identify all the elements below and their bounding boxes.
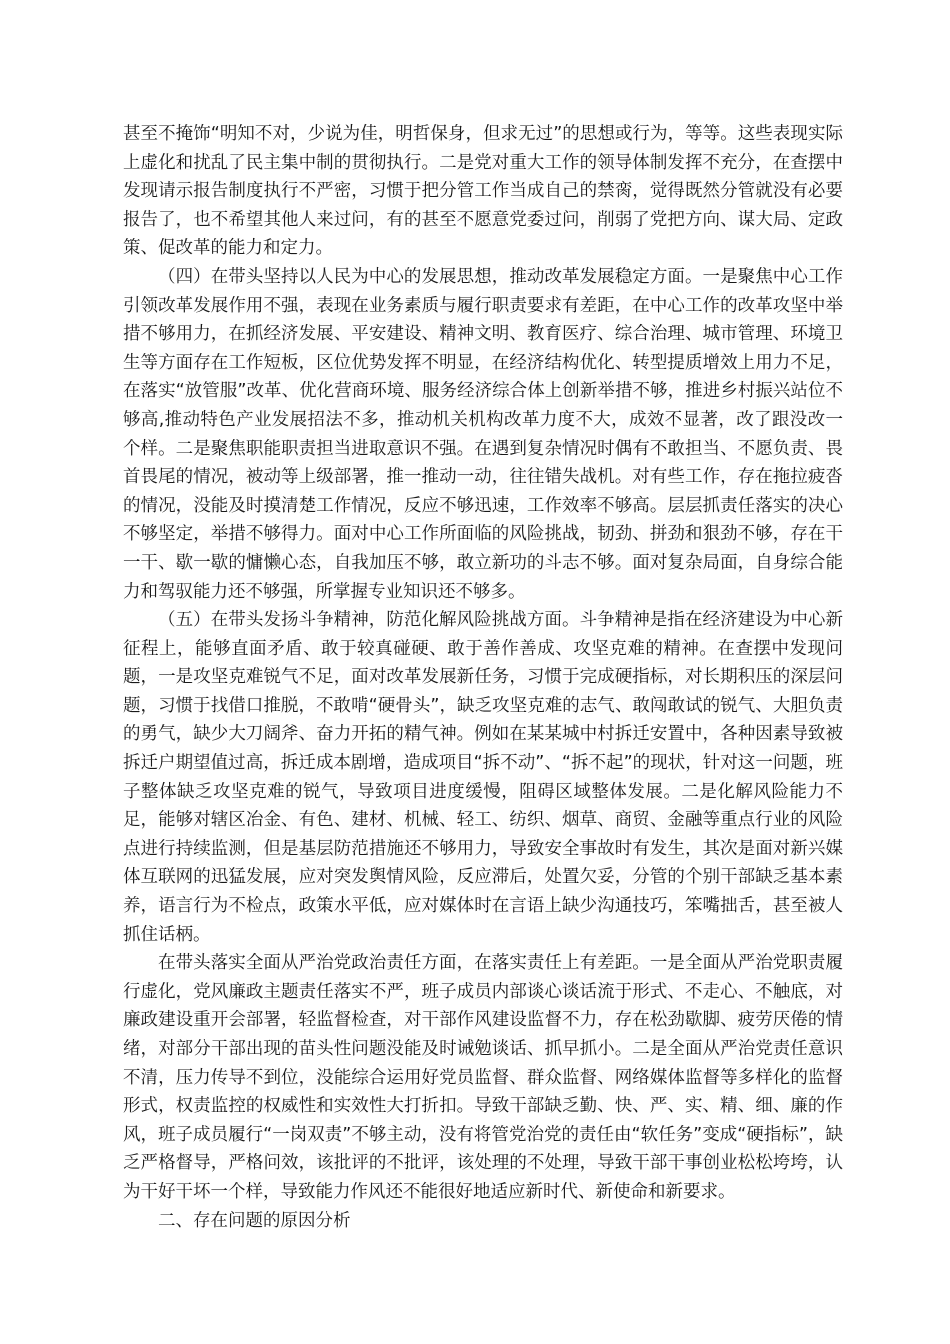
paragraph-party-governance: 在带头落实全面从严治党政治责任方面，在落实责任上有差距。一是全面从严治党职责履行虚化，党风廉政主题责任落实不严，班子成员内部谈心谈话流于形式、不走心、不触底，对廉政建设重开会部署，轻监督检查，对干部作风建设监督不力，存在松劲歇脚、疲劳厌倦的情绪，对部分干部出现的苗头性问题没能及时诫勉谈话、抓早抓小。二是全面从严治党责任意识不清，压力传导不到位，没能综合运用好党员监督、群众监督、网络媒体监督等多样化的监督形式，权责监控的权威性和实效性大打折扣。导致干部缺乏勤、快、严、实、精、细、廉的作风，班子成员履行“一岗双责”不够主动，没有将管党治党的责任由“软任务”变成“硬指标”，缺乏严格督导，严格问效，该批评的不批评，该处理的不处理，导致干部干事创业松松垮垮，认为干好干坏一个样，导致能力作风还不能很好地适应新时代、新使命和新要求。 [123,953,843,1202]
paragraph-section-four: （四）在带头坚持以人民为中心的发展思想，推动改革发展稳定方面。一是聚焦中心工作引领改革发展作用不强，表现在业务素质与履行职责要求有差距，在中心工作的改革攻坚中举措不够用力，在抓经济发展、平安建设、精神文明、教育医疗、综合治理、城市管理、环境卫生等方面存在工作短板，区位优势发挥不明显，在经济结构优化、转型提质增效上用力不足，在落实“放管服”改革、优化营商环境、服务经济综合体上创新举措不够，推进乡村振兴站位不够高,推动特色产业发展招法不多，推动机关机构改革力度不大，成效不显著，改了跟没改一个样。二是聚焦职能职责担当进取意识不强。在遇到复杂情况时偶有不敢担当、不愿负责、畏首畏尾的情况，被动等上级部署，推一推动一动，往往错失战机。对有些工作，存在拖拉疲沓的情况，没能及时摸清楚工作情况，反应不够迅速，工作效率不够高。层层抓责任落实的决心不够坚定，举措不够得力。面对中心工作所面临的风险挑战，韧劲、拼劲和狠劲不够，存在干一干、歇一歇的慵懒心态，自我加压不够，敢立新功的斗志不够。面对复杂局面，自身综合能力和驾驭能力还不够强，所掌握专业知识还不够多。 [123,266,843,602]
paragraph-democratic-centralism: 甚至不掩饰“明知不对，少说为佳，明哲保身，但求无过”的思想或行为，等等。这些表现实际上虚化和扰乱了民主集中制的贯彻执行。二是党对重大工作的领导体制发挥不充分，在查摆中发现请示报告制度执行不严密，习惯于把分管工作当成自己的禁脔，觉得既然分管就没有必要报告了，也不希望其他人来过问，有的甚至不愿意党委过问，削弱了党把方向、谋大局、定政策、促改革的能力和定力。 [123,124,843,259]
document-body [123,120,843,1235]
paragraph-section-five: （五）在带头发扬斗争精神，防范化解风险挑战方面。斗争精神是指在经济建设为中心新征程上，能够直面矛盾、敢于较真碰硬、敢于善作善成、攻坚克难的精神。在查摆中发现问题，一是攻坚克难锐气不足，面对改革发展新任务，习惯于完成硬指标，对长期积压的深层问题，习惯于找借口推脱，不敢啃“硬骨头”，缺乏攻坚克难的志气、敢闯敢试的锐气、大胆负责的勇气，缺少大刀阔斧、奋力开拓的精气神。例如在某某城中村拆迁安置中，各种因素导致被拆迁户期望值过高，拆迁成本剧增，造成项目“拆不动”、“拆不起”的现状，针对这一问题，班子整体缺乏攻坚克难的锐气，导致项目进度缓慢，阻碍区域整体发展。二是化解风险能力不足，能够对辖区冶金、有色、建材、机械、轻工、纺织、烟草、商贸、金融等重点行业的风险点进行持续监测，但是基层防范措施还不够用力，导致安全事故时有发生，其次是面对新兴媒体互联网的迅猛发展，应对突发舆情风险，反应滞后，处置欠妥，分管的个别干部缺乏基本素养，语言行为不检点，政策水平低，应对媒体时在言语上缺少沟通技巧，笨嘴拙舌，甚至被人抓住话柄。 [123,610,843,945]
section-heading: 二、存在问题的原因分析 [158,1210,351,1231]
